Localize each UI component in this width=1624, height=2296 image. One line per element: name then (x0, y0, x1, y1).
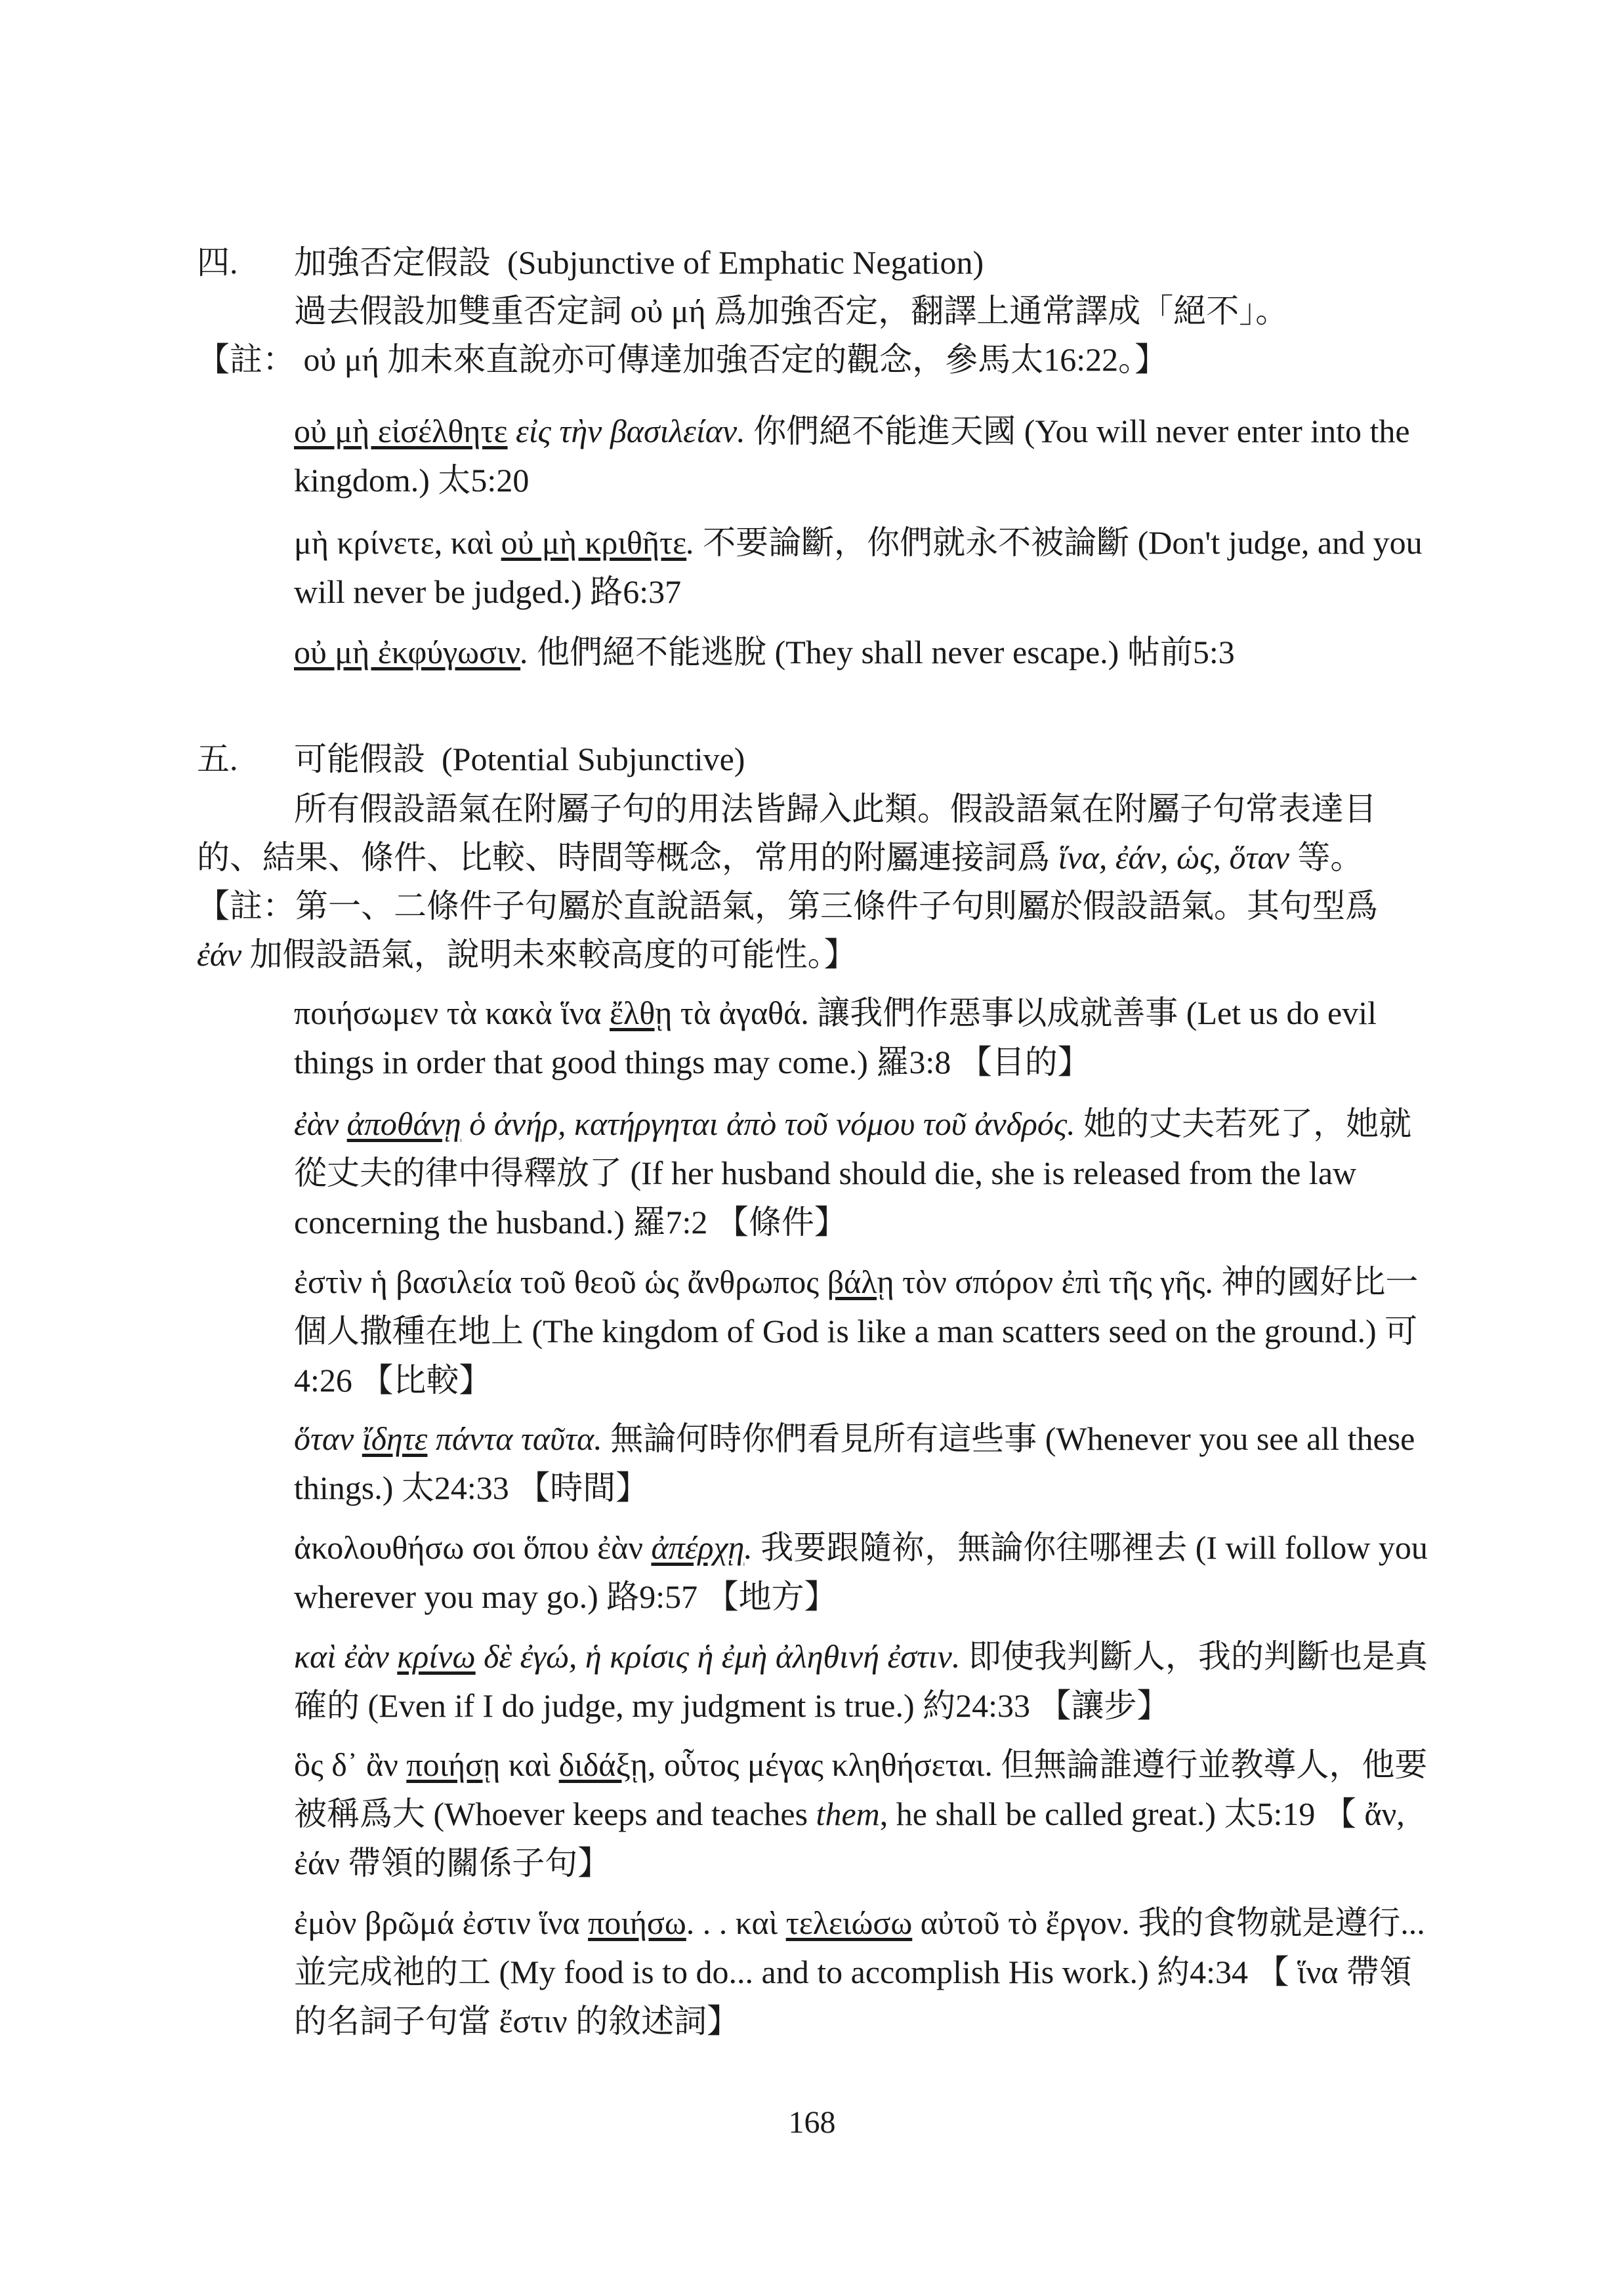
translation-text: 無論何時你們看見所有這些事 (Whenever you see all these things.) 太24:33 【時間】 (294, 1420, 1415, 1506)
section-4-number: 四. (197, 244, 238, 281)
section-5-intro (197, 785, 1430, 979)
section-5-intro-text-2: 等。【註：第一、二條件子句屬於直說語氣，第三條件子句則屬於假設語氣。其句型爲 (197, 839, 1378, 924)
example-5-4 (294, 1414, 1436, 1513)
translation-text: 即使我判斷人，我的判斷也是真確的 (Even if I do judge, my judgment is true.) 約24:33 【讓步】 (294, 1638, 1428, 1724)
translation-text: 我的食物就是遵行...並完成祂的工 (My food is to do... and to accomplish His work.) 約4:34 【 ἵνα 帶領的名詞子句當 ἔστιν 的敘述詞】 (294, 1904, 1425, 2040)
greek-verb: ποιήσω (588, 1904, 686, 1941)
greek-text: ὁ ἀνήρ, κατήργηται ἀπὸ τοῦ νόμου τοῦ ἀνδρός. (461, 1105, 1075, 1142)
greek-verb: ποιήσῃ (406, 1746, 501, 1783)
greek-conjunctions: ἵνα, ἐάν, ὡς, ὅταν (1058, 839, 1289, 876)
greek-text: εἰς τὴν βασιλείαν. (507, 413, 745, 449)
example-4-2 (294, 518, 1436, 617)
translation-text: 你們絕不能進天國 (You will never enter into the kingdom.) 太5:20 (294, 413, 1410, 499)
greek-text: ὃς δ᾽ ἂν (294, 1746, 407, 1783)
section-5-title: 可能假設 (294, 741, 425, 777)
greek-text: ποιήσωμεν τὰ κακὰ ἵνα (294, 994, 610, 1031)
translation-text: 讓我們作惡事以成就善事 (Let us do evil things in order that good things may come.) 羅3:8 【目的】 (294, 994, 1377, 1080)
example-5-3 (294, 1258, 1436, 1405)
example-5-2 (294, 1099, 1436, 1247)
translation-text: 他們絕不能逃脫 (They shall never escape.) 帖前5:3 (528, 634, 1235, 670)
example-5-5 (294, 1523, 1436, 1622)
greek-text: . . . καὶ (686, 1904, 786, 1941)
greek-verb: βάλῃ (827, 1263, 894, 1300)
section-4-intro (197, 287, 1430, 335)
greek-text: αὐτοῦ τὸ ἔργον. (912, 1904, 1130, 1941)
greek-verb: οὐ μὴ εἰσέλθητε (294, 413, 508, 449)
greek-text: καὶ (500, 1746, 559, 1783)
greek-verb: ἔλθῃ (610, 994, 673, 1031)
greek-text: μὴ κρίνετε, καὶ (294, 524, 501, 561)
section-4-note (197, 335, 1430, 384)
section-4-title: 加強否定假設 (294, 244, 491, 281)
example-5-1 (294, 989, 1436, 1087)
greek-verb: ἀποθάνῃ (346, 1105, 461, 1142)
greek-verb: ἴδητε (362, 1420, 428, 1457)
greek-text: δὲ ἐγώ, ἡ κρίσις ἡ ἐμὴ ἀληθινή ἐστιν. (475, 1638, 961, 1675)
greek-verb: οὐ μὴ κριθῆτε (501, 524, 687, 561)
greek-text: τὸν σπόρον ἐπὶ τῆς γῆς. (894, 1263, 1213, 1300)
section-5-heading (197, 735, 745, 783)
greek-ean: ἐάν (197, 936, 242, 973)
example-5-7 (294, 1740, 1436, 1888)
translation-text-2: , he shall be called great.) 太5:19 【 ἄν, ἐάν 帶領的關係子句】 (294, 1795, 1405, 1881)
section-4-note-text: 【註： οὐ μή 加未來直說亦可傳達加強否定的觀念，參馬太16:22。】 (197, 341, 1168, 378)
greek-text: ἐὰν (294, 1105, 347, 1142)
greek-text: πάντα ταῦτα. (427, 1420, 602, 1457)
greek-verb: κρίνω (397, 1638, 476, 1675)
example-5-8 (294, 1898, 1436, 2046)
greek-text: . (744, 1529, 753, 1566)
translation-text: 我要跟隨祢，無論你往哪裡去 (I will follow you wherever you may go.) 路9:57 【地方】 (294, 1529, 1428, 1615)
section-4-heading (197, 238, 984, 287)
greek-text: ἐστὶν ἡ βασιλεία τοῦ θεοῦ ὡς ἄνθρωπος (294, 1263, 827, 1300)
greek-text: τὰ ἀγαθά. (672, 994, 809, 1031)
example-5-6 (294, 1632, 1436, 1731)
greek-verb: οὐ μὴ ἐκφύγωσιν (294, 634, 521, 670)
greek-text: ἀκολουθήσω σοι ὅπου ἐὰν (294, 1529, 652, 1566)
translation-italic: them (816, 1795, 880, 1832)
page-number: 168 (788, 2105, 836, 2140)
greek-text: καὶ ἐὰν (294, 1638, 398, 1675)
example-4-3 (294, 628, 1436, 677)
greek-verb: ἀπέρχῃ (651, 1529, 745, 1566)
translation-text: 神的國好比一個人撒種在地上 (The kingdom of God is like a man scatters seed on the ground.) 可4:26 【比較】 (294, 1263, 1419, 1399)
greek-text: . (686, 524, 695, 561)
section-5-intro-text: 所有假設語氣在附屬子句的用法皆歸入此類。假設語氣在附屬子句常表達目的、結果、條件、比較、時間等概念，常用的附屬連接詞爲 (197, 790, 1377, 876)
greek-verb: διδάξῃ (558, 1746, 648, 1783)
greek-text: ἐμὸν βρῶμά ἐστιν ἵνα (294, 1904, 589, 1941)
translation-text: 但無論誰遵行並教導人，他要被稱爲大 (Whoever keeps and teaches (294, 1746, 1428, 1832)
section-5-number: 五. (197, 741, 238, 777)
section-5-intro-text-3: 加假設語氣，說明未來較高度的可能性。】 (241, 936, 857, 973)
greek-text: . (520, 634, 529, 670)
section-5-title-en: (Potential Subjunctive) (442, 741, 745, 777)
example-4-1 (294, 407, 1436, 505)
greek-verb: τελειώσω (785, 1904, 913, 1941)
translation-text: 不要論斷，你們就永不被論斷 (Don't judge, and you will never be judged.) 路6:37 (294, 524, 1423, 610)
greek-text: , οὗτος μέγας κληθήσεται. (647, 1746, 993, 1783)
translation-text: 她的丈夫若死了，她就從丈夫的律中得釋放了 (If her husband should die, she is released from the law concerning the husband.) 羅7:2 【條件】 (294, 1105, 1412, 1240)
section-4-intro-text: 過去假設加雙重否定詞 οὐ μή 爲加強否定，翻譯上通常譯成「絕不」。 (294, 293, 1289, 329)
section-4-title-en: (Subjunctive of Emphatic Negation) (507, 244, 984, 281)
greek-text: ὅταν (294, 1420, 362, 1457)
